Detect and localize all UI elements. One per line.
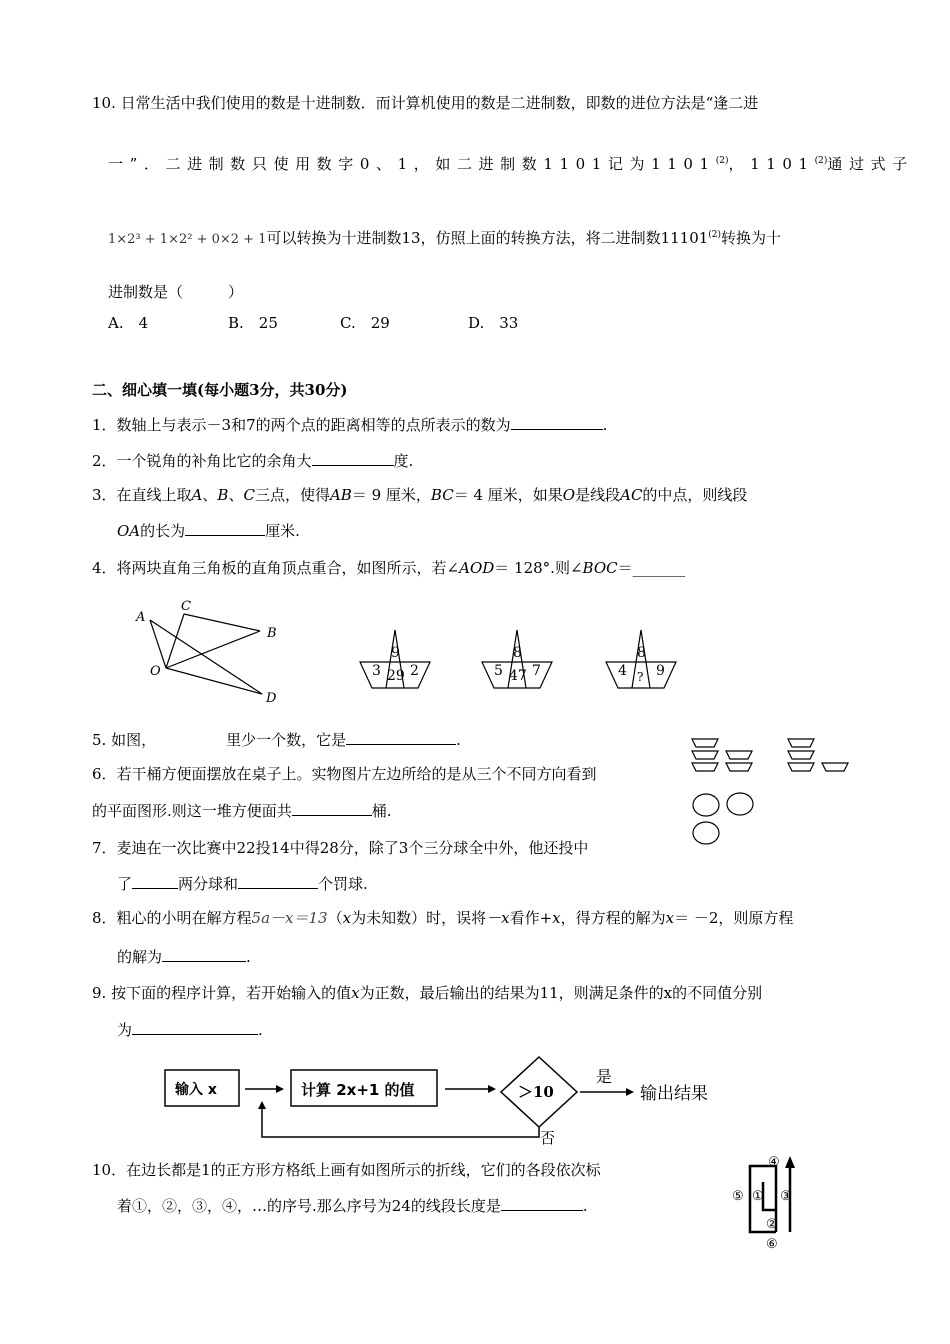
fill-q3-blank [185, 521, 265, 536]
fill-q9-a: 9. 按下面的程序计算，若开始输入的值 [92, 984, 352, 1002]
fill-q7-a: 了 [117, 875, 133, 893]
fill-q3-sep2: 、 [228, 486, 244, 504]
fill-q3-B: B [217, 486, 229, 504]
fill-q3-AC: AC [620, 486, 643, 504]
fill-q8-line1 [92, 908, 793, 928]
fill-q7-end: 个罚球. [318, 875, 368, 893]
fill-q6-end: 桶. [371, 802, 392, 820]
trap3-left: 4 [618, 663, 627, 679]
seg-O-D [166, 668, 262, 694]
fill-q6-line1: 6．若干桶方便面摆放在桌子上。实物图片左边所给的是从三个不同方向看到 [92, 765, 597, 783]
polyline-figure [728, 1152, 808, 1252]
fill-q8-c: 为未知数）时，误将 [351, 909, 487, 927]
trap2-left: 5 [494, 663, 503, 679]
fill-q9-x: x [351, 984, 360, 1002]
fill-q8-e: ，得方程的解为 [560, 909, 666, 927]
section2-title: 二、细心填一填(每小题3分，共30分) [92, 381, 348, 399]
fill-q7-blank1 [132, 874, 178, 889]
segment-inner [763, 1182, 776, 1210]
flow-no-label: 否 [540, 1129, 556, 1147]
fill-q9-line2 [117, 1020, 263, 1040]
fill-q3-b: 三点，使得 [254, 486, 330, 504]
fill-q3-a: 3．在直线上取 [92, 486, 192, 504]
fill-q6-blank [292, 801, 372, 816]
flow-condition-label: ＞10 [518, 1083, 554, 1101]
fill-q7-line1: 7．麦迪在一次比赛中22投14中得28分，除了3个三分球全中外，他还投中 [92, 839, 589, 857]
q10-line1: 10. 日常生活中我们使用的数是十进制数．而计算机使用的数是二进制数，即数的进位方法是“逢二进 [92, 94, 759, 112]
fill-q8-x2: x [552, 909, 561, 927]
trap2-top: 8 [513, 645, 522, 661]
trap1-top: 9 [391, 645, 400, 661]
fill-q10-blank [501, 1196, 583, 1211]
fill-q2 [92, 451, 413, 471]
fill-q4-c: ＝_______ [617, 559, 686, 577]
option-d: D. 33 [468, 314, 519, 332]
q10-formula: 1×2³ + 1×2² + 0×2 + 1 [108, 232, 267, 247]
side-view [788, 739, 848, 771]
trap1-right: 2 [410, 663, 419, 679]
fill-q8-a: 8．粗心的小明在解方程 [92, 909, 252, 927]
q10-line3-sup: (2) [708, 230, 722, 240]
option-c: C. 29 [340, 314, 390, 332]
label-D: D [266, 691, 277, 706]
fill-q2-blank [312, 451, 394, 466]
triangle-figure [130, 598, 290, 708]
seg-A-O [150, 620, 166, 668]
fill-q8-d: 看作+ [509, 909, 553, 927]
fill-q7-line2 [117, 874, 368, 894]
fill-q4-AOD: AOD [459, 559, 495, 577]
fill-q5-b: 里少一个数，它是 [226, 731, 347, 749]
fill-q1-text: 1．数轴上与表示－3和7的两个点的距离相等的点所表示的数为 [92, 416, 511, 434]
poly-label-4: ④ [768, 1155, 780, 1170]
fill-q8-b: （ [327, 909, 343, 927]
option-a: A. 4 [108, 314, 149, 332]
fill-q1-end: . [602, 416, 608, 434]
seg-O-B [166, 631, 260, 668]
trapezoid-figures [355, 626, 685, 696]
option-b: B. 25 [228, 314, 278, 332]
trap3-mid: ? [637, 670, 644, 684]
fill-q6-line2 [92, 801, 392, 821]
fill-q4-BOC: BOC [582, 559, 618, 577]
seg-C-B [184, 614, 260, 631]
fill-q3-f: 的中点，则线段 [642, 486, 748, 504]
fill-q9-line1 [92, 983, 762, 1003]
fill-q8-f: ＝ －2，则原方程 [674, 909, 794, 927]
fill-q8-eq: 5a－x＝13 [251, 909, 328, 927]
fill-q6-a: 的平面图形.则这一堆方便面共 [92, 802, 292, 820]
arrow-loop-back [262, 1107, 539, 1137]
flow-compute-label: 计算 2x+1 的值 [301, 1081, 415, 1099]
poly-label-1: ① [752, 1189, 764, 1204]
fill-q10-a: 着①，②，③，④，…的序号.那么序号为24的线段长度是 [117, 1197, 501, 1215]
fill-q3-line2 [117, 521, 300, 541]
fill-q3-end: 厘米. [265, 522, 300, 540]
trap2-right: 7 [532, 663, 541, 679]
poly-label-2: ② [766, 1217, 778, 1232]
q10-line4: 进制数是（ ） [108, 283, 244, 301]
fill-q3-sep1: 、 [202, 486, 218, 504]
trap2-mid: 47 [509, 668, 527, 684]
label-O: O [150, 664, 161, 679]
top-view [693, 793, 753, 844]
q10-line3-b: 转换为十 [721, 229, 782, 247]
poly-label-3: ③ [780, 1189, 792, 1204]
fill-q3-A: A [191, 486, 203, 504]
fill-q7-b: 两分球和 [178, 875, 239, 893]
bucket-views [688, 733, 868, 848]
fill-q5 [92, 730, 461, 750]
fill-q5-blank [346, 730, 456, 745]
fill-q4-b: ＝ 128°.则∠ [494, 559, 583, 577]
fill-q8-negx: －x [486, 909, 510, 927]
label-B: B [267, 626, 277, 641]
trap3-right: 9 [656, 663, 665, 679]
fill-q3-line1 [92, 485, 747, 505]
front-view [692, 739, 752, 771]
flow-output-label: 输出结果 [640, 1084, 708, 1104]
fill-q2-text: 2．一个锐角的补角比它的余角大 [92, 452, 312, 470]
poly-label-6: ⑥ [766, 1237, 778, 1252]
flowchart [160, 1055, 760, 1147]
q10-line3 [108, 225, 781, 250]
fill-q5-end: . [456, 731, 461, 749]
fill-q8-blank [162, 947, 246, 962]
fill-q7-blank2 [238, 874, 318, 889]
q10-line2-b: ，1101 [728, 155, 815, 173]
q10-line3-a: 可以转换为十进制数13，仿照上面的转换方法，将二进制数11101 [266, 229, 709, 247]
fill-q2-end: 度. [393, 452, 414, 470]
fill-q3-OA: OA [117, 522, 141, 540]
fill-q3-c: ＝ 9 厘米， [351, 486, 431, 504]
fill-q3-AB: AB [329, 486, 352, 504]
fill-q10-line1: 10．在边长都是1的正方形方格纸上画有如图所示的折线，它们的各段依次标 [92, 1161, 601, 1179]
fill-q3-g: 的长为 [140, 522, 186, 540]
label-C: C [181, 599, 191, 614]
fill-q10-line2 [117, 1196, 588, 1216]
trap1-left: 3 [372, 663, 381, 679]
seg-A-D [150, 620, 262, 694]
fill-q3-O: O [562, 486, 576, 504]
q10-line2-sup1: (2) [715, 156, 729, 166]
fill-q10-end: . [582, 1197, 588, 1215]
fill-q9-line2-text: 为 [117, 1021, 133, 1039]
fill-q9-end: . [258, 1021, 263, 1039]
fill-q8-line2-text: 的解为 [117, 948, 163, 966]
label-A: A [136, 610, 146, 625]
q10-line2-c: 通过式子 [827, 155, 914, 173]
q10-line2-sup2: (2) [814, 156, 828, 166]
fill-q8-line2 [117, 947, 251, 967]
fill-q4-a: 4．将两块直角三角板的直角顶点重合，如图所示，若∠ [92, 559, 460, 577]
fill-q5-a: 5. 如图， [92, 731, 157, 749]
q10-line2 [108, 151, 914, 174]
fill-q1-blank [511, 415, 603, 430]
fill-q1 [92, 415, 607, 435]
fill-q8-x3: x [665, 909, 675, 927]
fill-q9-b: 为正数，最后输出的结果为11，则满足条件的x的不同值分别 [359, 984, 763, 1002]
fill-q8-x1: x [342, 909, 352, 927]
trap3-top: 8 [637, 645, 646, 661]
fill-q3-BC: BC [430, 486, 454, 504]
fill-q3-C: C [243, 486, 255, 504]
fill-q3-d: ＝ 4 厘米，如果 [453, 486, 563, 504]
fill-q4 [92, 558, 685, 578]
fill-q3-e: 是线段 [575, 486, 621, 504]
q10-line2-a: 一”．二进制数只使用数字0、1，如二进制数1101记为1101 [108, 155, 716, 173]
flow-yes-label: 是 [596, 1067, 613, 1086]
poly-label-5: ⑤ [732, 1189, 744, 1204]
fill-q8-end: . [246, 948, 251, 966]
flow-input-label: 输入 x [175, 1082, 217, 1098]
trap1-mid: 29 [387, 668, 405, 684]
fill-q9-blank [132, 1020, 258, 1035]
